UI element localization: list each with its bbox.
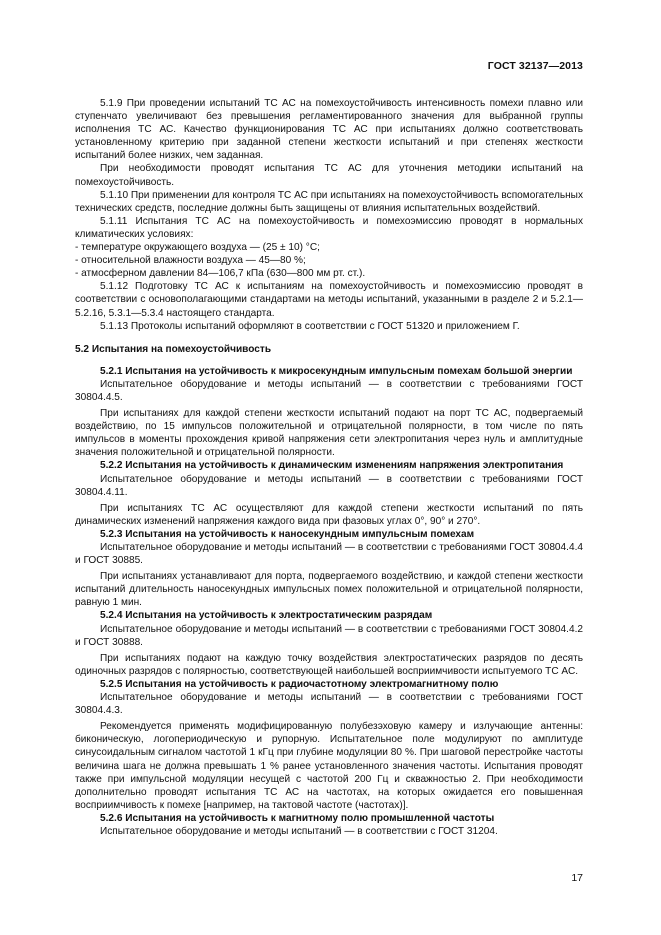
subsection-heading-5-2-5: 5.2.5 Испытания на устойчивость к радиочастотному электромагнитному полю	[100, 678, 499, 690]
subsection-heading-5-2-4: 5.2.4 Испытания на устойчивость к электростатическим разрядам	[100, 610, 433, 622]
paragraph-5-1-11: 5.1.11 Испытания ТС АС на помехоустойчивость и помехоэмиссию проводят в нормальных климатических условиях:	[75, 215, 583, 240]
paragraph: Испытательное оборудование и методы испытаний — в соответствии с требованиями ГОСТ 30804.4.11.	[75, 473, 583, 498]
section-heading-5-2: 5.2 Испытания на помехоустойчивость	[75, 343, 272, 355]
paragraph: Испытательное оборудование и методы испытаний — в соответствии с требованиями ГОСТ 30804.4.5.	[75, 378, 583, 403]
document-body	[75, 97, 583, 838]
paragraph: При испытаниях подают на каждую точку воздействия электростатических разрядов по десять одиночных разрядов с полярностью, соответствующей наибольшей восприимчивости испытуемого ТС АС.	[75, 652, 583, 677]
paragraph: Испытательное оборудование и методы испытаний — в соответствии с ГОСТ 31204.	[100, 825, 498, 837]
subsection-heading-5-2-3: 5.2.3 Испытания на устойчивость к наносекундным импульсным помехам	[100, 528, 475, 540]
paragraph: Испытательное оборудование и методы испытаний — в соответствии с требованиями ГОСТ 30804.4.4 и ГОСТ 30885.	[75, 542, 583, 567]
paragraph-5-1-10: 5.1.10 При применении для контроля ТС АС при испытаниях на помехоустойчивость вспомогательных технических средств, последние должны быть защищены от влияния испытательных воздействий.	[75, 189, 583, 214]
paragraph: При испытаниях для каждой степени жесткости испытаний подают на порт ТС АС, подвергаемый воздействию, по 15 импульсов положительной и отрицательной полярности, в том числе по пять импульсов в моменты прохождения кривой напряжения сети электропитания через нуль и амплитудные значения положительной и отрицательной полярности.	[75, 408, 583, 459]
list-item: - атмосферном давлении 84—106,7 кПа (630—800 мм рт. ст.).	[75, 268, 366, 280]
paragraph: Испытательное оборудование и методы испытаний — в соответствии с требованиями ГОСТ 30804.4.3.	[75, 692, 583, 717]
paragraph: Рекомендуется применять модифицированную полубезэховую камеру и излучающие антенны: биконическую, логопериодическую и рупорную. Испытательное поле модулируют по амплитуде синусоидальным сигналом частотой 1 кГц при глубине модуляции 80 %. При шаговой перестройке частоты величина шага не должна превышать 1 % ранее установленного значения частоты. Испытания проводят также при импульсной модуляции несущей с частотой 200 Гц и скважностью 2. При необходимости дополнительно проводят испытания ТС АС на частотах, на которых ожидается его повышенная восприимчивость к помехе [например, на тактовой частоте (частотах)].	[75, 721, 583, 811]
page-number: 17	[571, 872, 583, 884]
subsection-heading-5-2-2: 5.2.2 Испытания на устойчивость к динамическим изменениям напряжения электропитания	[100, 460, 564, 472]
paragraph: При испытаниях устанавливают для порта, подвергаемого воздействию, и каждой степени жесткости испытаний длительность наносекундных импульсных помех положительной и отрицательной полярности, равную 1 мин.	[75, 571, 583, 609]
paragraph-5-1-12: 5.1.12 Подготовку ТС АС к испытаниям на помехоустойчивость и помехоэмиссию проводят в соответствии с основополагающими стандартами на методы испытаний, указанными в разделе 2 и 5.2.1—5.2.16, 5.3.1—5.3.4 настоящего стандарта.	[75, 281, 583, 319]
paragraph: При испытаниях ТС АС осуществляют для каждой степени жесткости испытаний по пять динамических изменений напряжения каждого вида при фазовых углах 0°, 90° и 270°.	[75, 502, 583, 527]
paragraph-5-1-9: 5.1.9 При проведении испытаний ТС АС на помехоустойчивость интенсивность помехи плавно или ступенчато увеличивают без превышения регламентированного значения для выбранной группы исполнения ТС АС. Качество функционирования ТС АС при испытаниях должно соответствовать установленному критерию при заданной степени жесткости испытаний и при степенях жесткости испытаний более низких, чем заданная.	[75, 98, 583, 162]
paragraph: Испытательное оборудование и методы испытаний — в соответствии с требованиями ГОСТ 30804.4.2 и ГОСТ 30888.	[75, 623, 583, 648]
list-item: - температуре окружающего воздуха — (25 ± 10) °С;	[75, 242, 320, 254]
subsection-heading-5-2-6: 5.2.6 Испытания на устойчивость к магнитному полю промышленной частоты	[100, 812, 495, 824]
list-item: - относительной влажности воздуха — 45—80 %;	[75, 255, 306, 267]
document-header: ГОСТ 32137—2013	[487, 60, 583, 72]
subsection-heading-5-2-1: 5.2.1 Испытания на устойчивость к микросекундным импульсным помехам большой энергии	[100, 365, 573, 377]
paragraph-5-1-13: 5.1.13 Протоколы испытаний оформляют в соответствии с ГОСТ 51320 и приложением Г.	[100, 320, 520, 332]
paragraph: При необходимости проводят испытания ТС АС для уточнения методики испытаний на помехоустойчивость.	[75, 163, 583, 188]
